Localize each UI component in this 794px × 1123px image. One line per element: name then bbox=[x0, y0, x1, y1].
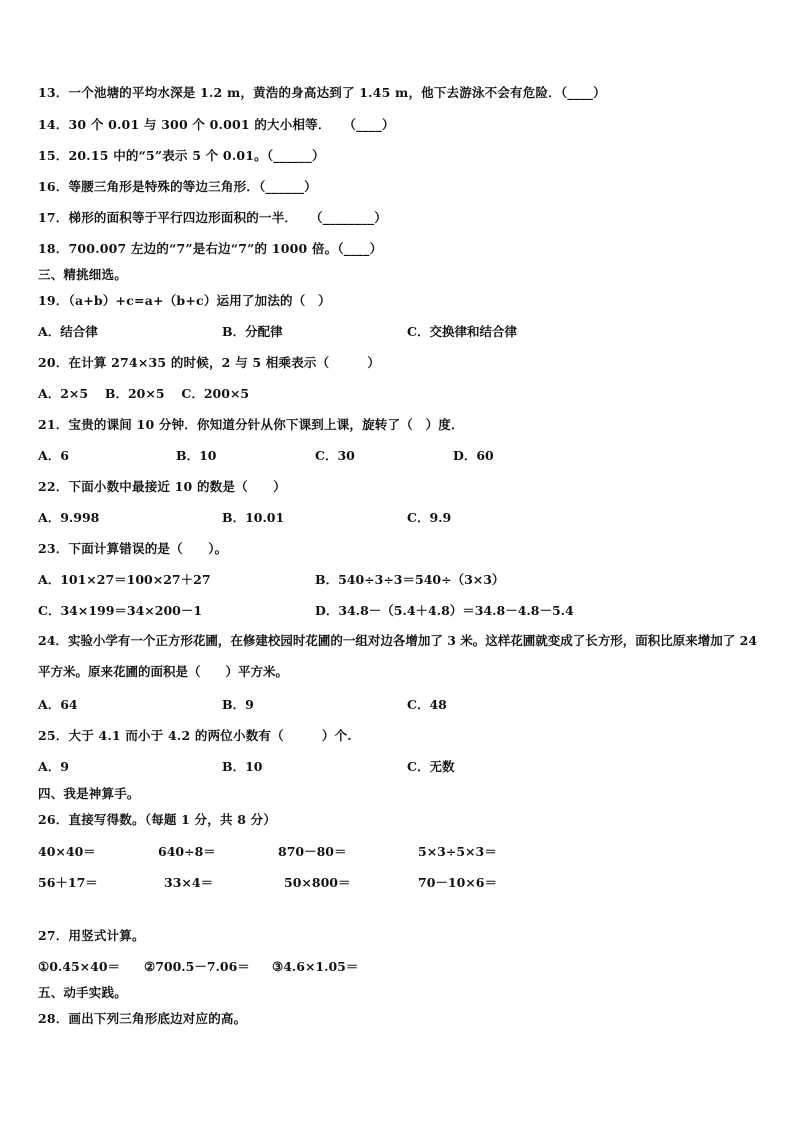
calc-item: 640÷8＝ bbox=[158, 844, 216, 859]
section-heading-3: 三、精挑细选。 bbox=[38, 267, 127, 282]
section-heading-5: 五、动手实践。 bbox=[38, 985, 127, 1000]
question-number: 18． bbox=[38, 241, 69, 256]
option-a: A．9 bbox=[38, 759, 69, 774]
calc-item: 40×40＝ bbox=[38, 844, 96, 859]
question-23: 23．下面计算错误的是（ ）。 bbox=[38, 541, 228, 556]
option-d: D．60 bbox=[453, 448, 494, 463]
option-b: B．10 bbox=[176, 448, 217, 463]
question-16 bbox=[38, 177, 317, 195]
option-c: C．9.9 bbox=[407, 510, 452, 525]
option-a: A．64 bbox=[38, 697, 78, 712]
question-text: 梯形的面积等于平行四边形面积的一半． （________） bbox=[68, 210, 388, 225]
calc-item: 33×4＝ bbox=[164, 875, 214, 890]
question-26: 26．直接写得数。（每题 1 分，共 8 分） bbox=[38, 812, 277, 827]
question-17 bbox=[38, 208, 387, 226]
vertical-calc-item: ①0.45×40＝ bbox=[38, 959, 121, 974]
question-14 bbox=[38, 115, 395, 133]
option-b: B．9 bbox=[222, 697, 254, 712]
question-21: 21．宝贵的课间 10 分钟．你知道分针从你下课到上课，旋转了（ ）度． bbox=[38, 417, 464, 432]
question-number: 15． bbox=[38, 148, 69, 163]
question-20: 20．在计算 274×35 的时候，2 与 5 相乘表示（ ） bbox=[38, 355, 381, 370]
question-27: 27．用竖式计算。 bbox=[38, 928, 145, 943]
option-c: C．交换律和结合律 bbox=[407, 324, 517, 339]
option-c: C．无数 bbox=[407, 759, 455, 774]
question-22: 22．下面小数中最接近 10 的数是（ ） bbox=[38, 479, 286, 494]
calc-item: 70－10×6＝ bbox=[418, 875, 497, 890]
question-13 bbox=[38, 83, 606, 101]
question-number: 14． bbox=[38, 117, 69, 132]
option-c: C．30 bbox=[315, 448, 355, 463]
question-25: 25．大于 4.1 而小于 4.2 的两位小数有（ ）个. bbox=[38, 728, 352, 743]
vertical-calc-item: ②700.5－7.06＝ bbox=[144, 959, 250, 974]
question-number: 17． bbox=[38, 210, 69, 225]
option-b: B．分配律 bbox=[222, 324, 283, 339]
question-15 bbox=[38, 146, 325, 164]
question-18 bbox=[38, 239, 382, 257]
question-text: 一个池塘的平均水深是 1.2 m，黄浩的身高达到了 1.45 m，他下去游泳不会有危险．（____） bbox=[68, 85, 606, 100]
option-d: D．34.8－（5.4＋4.8）＝34.8－4.8－5.4 bbox=[315, 603, 574, 618]
option-a: A．101×27＝100×27＋27 bbox=[38, 572, 211, 587]
option-c: C．48 bbox=[407, 697, 447, 712]
question-text: 等腰三角形是特殊的等边三角形．（______） bbox=[68, 179, 317, 194]
vertical-calc-item: ③4.6×1.05＝ bbox=[272, 959, 359, 974]
option-b: B．10.01 bbox=[222, 510, 285, 525]
option-b: B．10 bbox=[222, 759, 263, 774]
question-number: 16． bbox=[38, 179, 69, 194]
question-text: 700.007 左边的“7”是右边“7”的 1000 倍。（____） bbox=[68, 241, 383, 256]
calc-item: 5×3÷5×3＝ bbox=[418, 844, 497, 859]
option-a: A．6 bbox=[38, 448, 69, 463]
question-24: 24．实验小学有一个正方形花圃，在修建校园时花圃的一组对边各增加了 3 米。这样花圃就变成了长方形，面积比原来增加了 24 平方米。原来花圃的面积是（ ）平方米。 bbox=[38, 633, 758, 679]
section-heading-4: 四、我是神算手。 bbox=[38, 786, 140, 801]
option-c: C．34×199＝34×200－1 bbox=[38, 603, 203, 618]
option-b: B．540÷3÷3＝540÷（3×3） bbox=[315, 572, 505, 587]
option-a: A．结合律 bbox=[38, 324, 98, 339]
calc-item: 50×800＝ bbox=[284, 875, 351, 890]
calc-item: 870－80＝ bbox=[278, 844, 347, 859]
question-text: 30 个 0.01 与 300 个 0.001 的大小相等． （____） bbox=[68, 117, 395, 132]
option-a: A．9.998 bbox=[38, 510, 100, 525]
calc-item: 56＋17＝ bbox=[38, 875, 98, 890]
question-number: 13． bbox=[38, 85, 69, 100]
question-19: 19．（a+b）+c=a+（b+c）运用了加法的（ ） bbox=[38, 293, 331, 308]
options-abc: A．2×5 B．20×5 C．200×5 bbox=[38, 386, 250, 401]
question-28: 28．画出下列三角形底边对应的高。 bbox=[38, 1011, 247, 1026]
question-text: 20.15 中的“5”表示 5 个 0.01。（______） bbox=[68, 148, 325, 163]
